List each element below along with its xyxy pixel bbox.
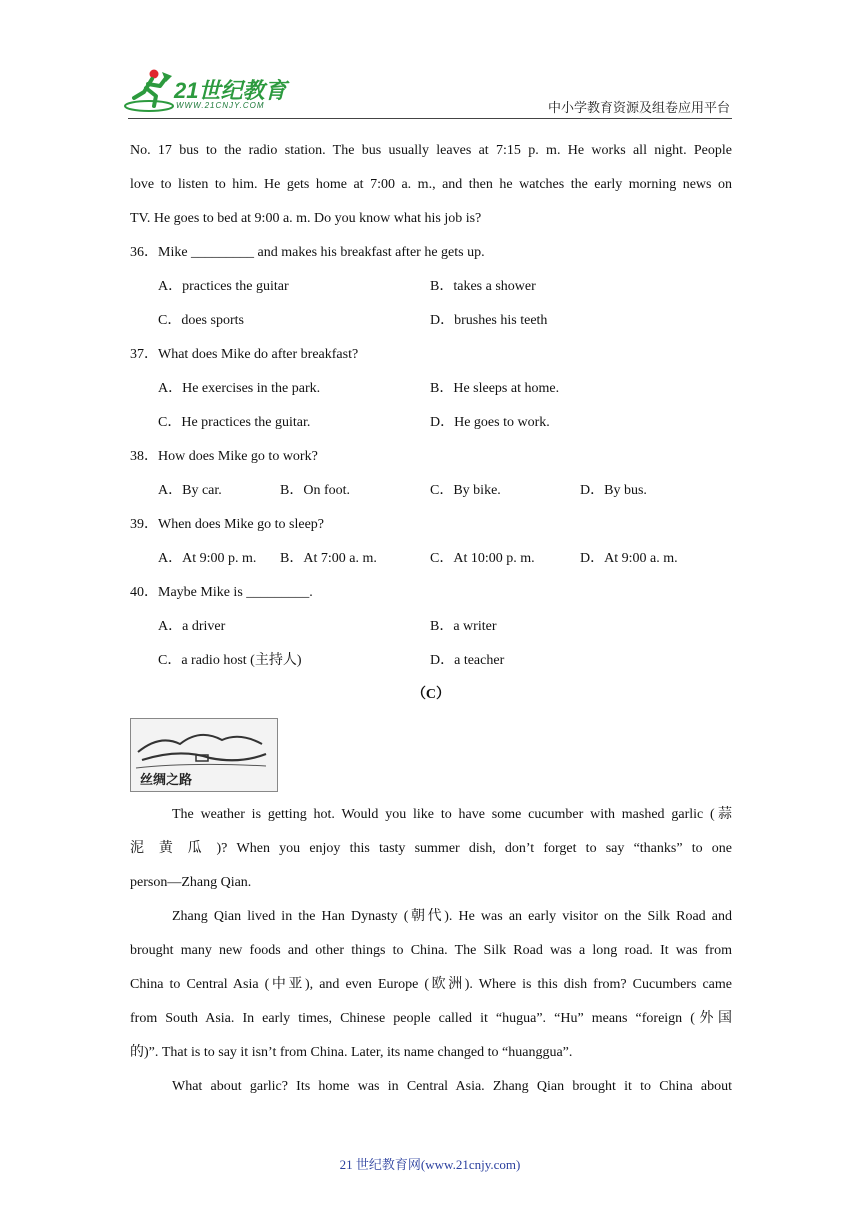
option-d[interactable]: D．He goes to work.	[430, 415, 550, 430]
runner-logo-icon	[124, 68, 174, 114]
passage-line: love to listen to him. He gets home at 7:00 a. m., and then he watches the early morning news on	[130, 177, 732, 192]
question-37-stem: 37．What does Mike do after breakfast?	[130, 347, 359, 362]
passage-line: 的)”. That is to say it isn’t from China. Later, its name changed to “huanggua”.	[130, 1045, 573, 1060]
question-37-options-row2	[130, 406, 732, 440]
passage-line: What about garlic? Its home was in Central Asia. Zhang Qian brought it to China about	[172, 1079, 732, 1094]
passage-line: No. 17 bus to the radio station. The bus usually leaves at 7:15 p. m. He works all night. People	[130, 143, 732, 158]
question-36-stem: 36．Mike _________ and makes his breakfast after he gets up.	[130, 245, 485, 260]
question-40-stem: 40．Maybe Mike is _________.	[130, 585, 313, 600]
document-body	[130, 134, 732, 1104]
header-divider	[128, 118, 732, 119]
option-c[interactable]: C．At 10:00 p. m.	[430, 551, 535, 566]
question-39-stem: 39．When does Mike go to sleep?	[130, 517, 325, 532]
question-36-options-row2	[130, 304, 732, 338]
silk-road-image	[130, 718, 278, 792]
question-40-options-row1	[130, 610, 732, 644]
option-c[interactable]: C．By bike.	[430, 483, 501, 498]
option-b[interactable]: B．At 7:00 a. m.	[280, 551, 377, 566]
page-footer: 21 世纪教育网(www.21cnjy.com)	[339, 1157, 521, 1172]
option-b[interactable]: B．On foot.	[280, 483, 350, 498]
option-d[interactable]: D．a teacher	[430, 653, 505, 668]
option-a[interactable]: A．By car.	[158, 483, 222, 498]
page-header	[0, 0, 860, 120]
passage-line: The weather is getting hot. Would you like to have some cucumber with mashed garlic (蒜	[172, 807, 732, 822]
passage-line: TV. He goes to bed at 9:00 a. m. Do you know what his job is?	[130, 211, 482, 226]
option-c[interactable]: C．He practices the guitar.	[158, 415, 311, 430]
question-38-stem: 38．How does Mike go to work?	[130, 449, 318, 464]
header-tagline: 中小学教育资源及组卷应用平台	[547, 100, 730, 115]
passage-line: person—Zhang Qian.	[130, 875, 252, 890]
silk-road-sketch-icon	[130, 718, 278, 792]
passage-line: from South Asia. In early times, Chinese people called it “hugua”. “Hu” means “foreign (外国	[130, 1011, 732, 1026]
passage-line: brought many new foods and other things to China. The Silk Road was a long road. It was from	[130, 943, 732, 958]
option-a[interactable]: A．At 9:00 p. m.	[158, 551, 257, 566]
question-40-options-row2	[130, 644, 732, 678]
option-b[interactable]: B．takes a shower	[430, 279, 536, 294]
passage-line: China to Central Asia (中亚), and even Europe (欧洲). Where is this dish from? Cucumbers came	[130, 977, 732, 992]
option-d[interactable]: D．By bus.	[580, 483, 647, 498]
passage-line: 泥 黄 瓜 )? When you enjoy this tasty summer dish, don’t forget to say “thanks” to one	[130, 841, 732, 856]
logo-url: WWW.21CNJY.COM	[176, 101, 265, 110]
question-38-options	[130, 474, 732, 508]
question-39-options	[130, 542, 732, 576]
option-a[interactable]: A．practices the guitar	[158, 279, 289, 294]
option-c[interactable]: C．a radio host (主持人)	[158, 653, 302, 668]
image-caption: 丝绸之路	[140, 773, 193, 788]
option-d[interactable]: D．At 9:00 a. m.	[580, 551, 678, 566]
option-a[interactable]: A．a driver	[158, 619, 226, 634]
option-b[interactable]: B．He sleeps at home.	[430, 381, 560, 396]
logo-title: 21世纪教育	[174, 78, 287, 103]
option-c[interactable]: C．does sports	[158, 313, 244, 328]
section-c-heading: （C）	[411, 687, 451, 702]
option-a[interactable]: A．He exercises in the park.	[158, 381, 321, 396]
logo	[124, 68, 294, 116]
question-37-options-row1	[130, 372, 732, 406]
question-36-options-row1	[130, 270, 732, 304]
option-b[interactable]: B．a writer	[430, 619, 497, 634]
option-d[interactable]: D．brushes his teeth	[430, 313, 548, 328]
passage-line: Zhang Qian lived in the Han Dynasty (朝代). He was an early visitor on the Silk Road and	[172, 909, 732, 924]
